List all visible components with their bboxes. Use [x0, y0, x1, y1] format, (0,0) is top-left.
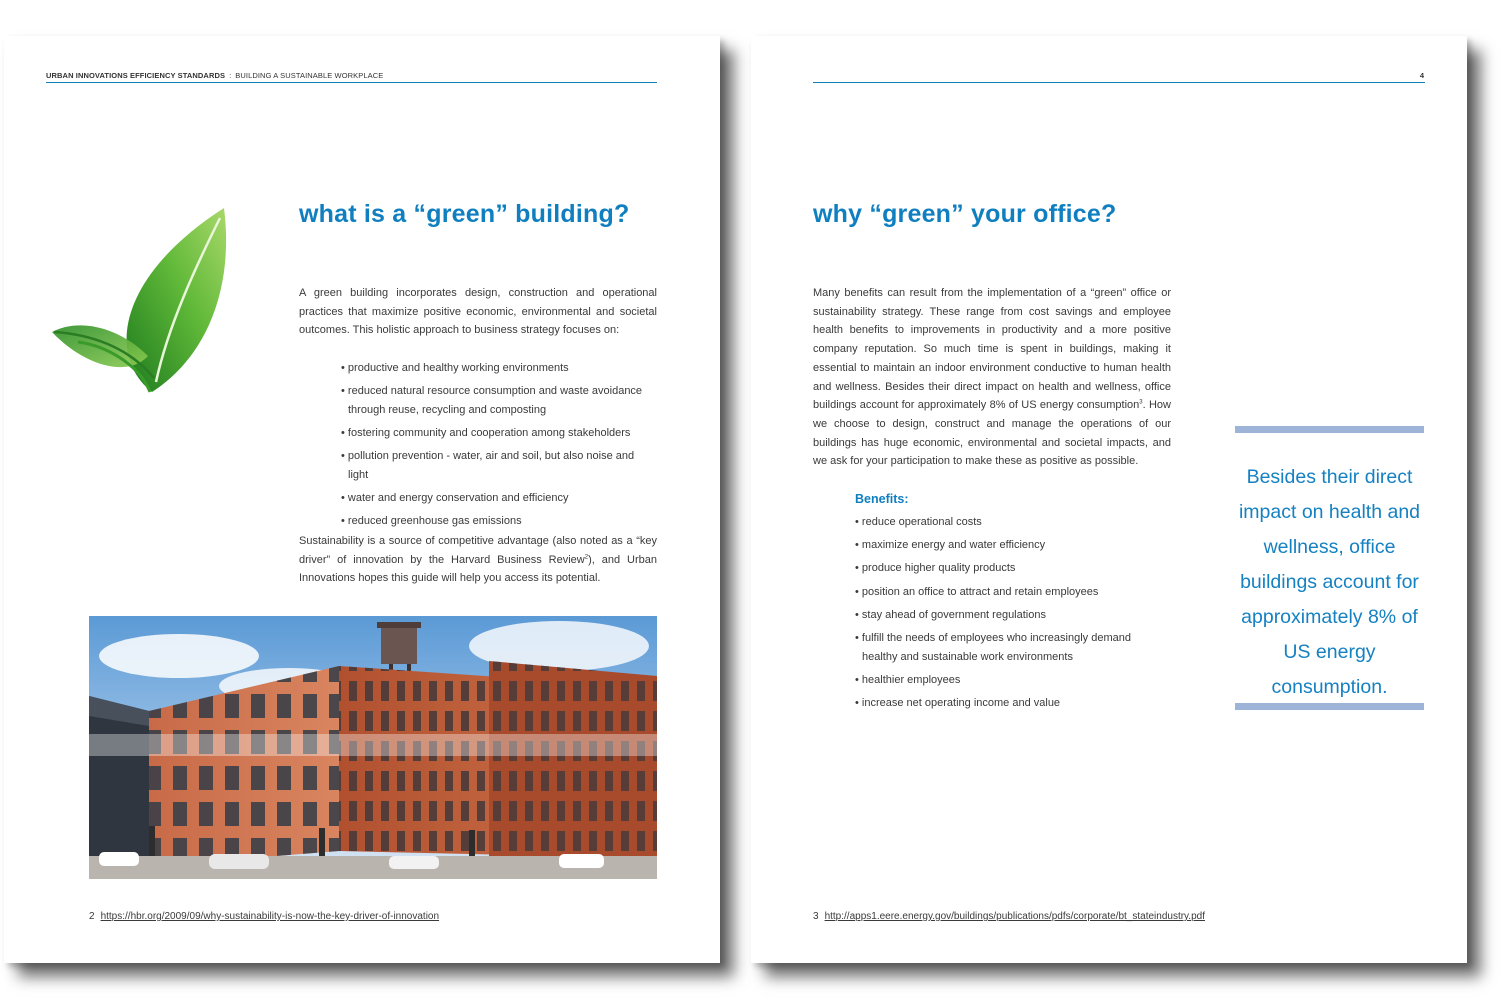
page-title: why “green” your office? [813, 200, 1117, 228]
list-item: • pollution prevention - water, air and soil, but also noise and light [341, 447, 651, 484]
body-text-start: Many benefits can result from the implementation of a “green” office or sustainability strategy. These range from cost savings and employee health benefits to improvements in productivity and a more positive company reputation. So much time is spent in buildings, making it essential to maintain an indoor environment conductive to human health and wellness. Besides their direct impact on health and wellness, office buildings account for approximately 8% of US energy consumption [813, 287, 1171, 412]
list-item: • reduced greenhouse gas emissions [341, 512, 651, 531]
intro-paragraph: A green building incorporates design, construction and operational practices that maximize positive economic, environmental and societal outcomes. This holistic approach to business strategy focuses on: [299, 287, 657, 337]
right-page [751, 36, 1467, 963]
list-item: • position an office to attract and retain employees [855, 583, 1165, 602]
pull-quote: Besides their direct impact on health and wellness, office buildings account for approximately 8% of US energy consumption. [1238, 466, 1421, 698]
benefits-heading: Benefits: [855, 492, 909, 506]
footnote-number: 2 [89, 911, 95, 922]
header-rule [813, 82, 1425, 83]
footnote-ref: 3 [1139, 399, 1143, 406]
list-item: • reduced natural resource consumption and waste avoidance through reuse, recycling and composting [341, 382, 651, 419]
benefits-list [855, 513, 1165, 717]
body-paragraph [813, 284, 1171, 471]
page-title: what is a “green” building? [299, 200, 630, 228]
list-item: • stay ahead of government regulations [855, 606, 1165, 625]
list-item: • productive and healthy working environments [341, 359, 651, 378]
body-text-end: . How we choose to design, construct and manage the operations of our buildings has huge economic, environmental and societal impacts, and we ask for your participation to make these as positive as possible. [813, 399, 1171, 468]
focus-list [341, 359, 651, 536]
closing-text-end: ), and Urban Innovations hopes this guide will help you access its potential. [299, 553, 657, 585]
footnote-number: 3 [813, 911, 819, 922]
closing-paragraph [299, 532, 657, 588]
leaf-icon [48, 206, 228, 396]
list-item: • fulfill the needs of employees who increasingly demand healthy and sustainable work environments [855, 629, 1165, 666]
list-item: • water and energy conservation and efficiency [341, 489, 651, 508]
footnote [89, 911, 439, 922]
footnote [813, 911, 1205, 922]
header-separator: : [229, 71, 232, 80]
page-number: 4 [1419, 71, 1424, 80]
running-header [46, 71, 657, 80]
list-item: • healthier employees [855, 671, 1165, 690]
document-title: URBAN INNOVATIONS EFFICIENCY STANDARDS [46, 71, 226, 80]
closing-text-start: Sustainability is a source of competitive advantage (also noted as a “key driver” of innovation by the Harvard Business Review [299, 535, 657, 566]
pull-quote-bottom-bar [1235, 703, 1424, 710]
footnote-link[interactable]: http://apps1.eere.energy.gov/buildings/publications/pdfs/corporate/bt_stateindustry.pdf [824, 911, 1205, 922]
list-item: • produce higher quality products [855, 559, 1165, 578]
building-photo [89, 616, 657, 879]
list-item: • increase net operating income and value [855, 694, 1165, 713]
left-page [4, 36, 720, 963]
header-rule [46, 82, 657, 83]
pull-quote-top-bar [1235, 426, 1424, 433]
section-title: BUILDING A SUSTAINABLE WORKPLACE [235, 71, 384, 80]
footnote-link[interactable]: https://hbr.org/2009/09/why-sustainability-is-now-the-key-driver-of-innovation [100, 911, 440, 922]
list-item: • fostering community and cooperation among stakeholders [341, 424, 651, 443]
list-item: • reduce operational costs [855, 513, 1165, 532]
footnote-ref: 2 [584, 554, 589, 561]
list-item: • maximize energy and water efficiency [855, 536, 1165, 555]
